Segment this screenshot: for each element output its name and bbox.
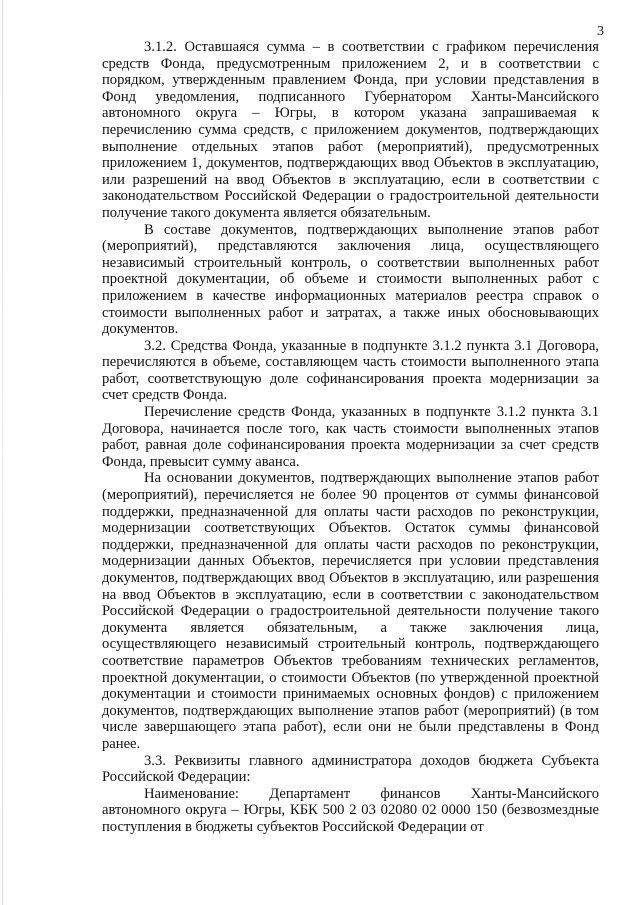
paragraph-3-2: 3.2. Средства Фонда, указанные в подпункте 3.1.2 пункта 3.1 Договора, перечисляются в объеме, составляющем часть стоимости выполненного этапа работ, соответствующую доле софинансирования проекта модернизации за счет средств Фонда. xyxy=(102,337,599,404)
paragraph-3-3: 3.3. Реквизиты главного администратора доходов бюджета Субъекта Российской Федерации: xyxy=(102,752,599,786)
scan-binding-edge xyxy=(2,0,3,905)
paragraph-90-percent: На основании документов, подтверждающих выполнение этапов работ (мероприятий), перечисляется не более 90 процентов от суммы финансовой поддержки, предназначенной для оплаты части расходов по реконструкции, модернизации соответствующих Объектов. Остаток суммы финансовой поддержки, предназначенной для оплаты части расходов по реконструкции, модернизации данных Объектов, перечисляется при условии представления документов, подтверждающих ввод Объектов в эксплуатацию, или разрешения на ввод Объектов в эксплуатацию, если в соответствии с законодательством Российской Федерации о градостроительной деятельности получение такого документа является обязательным, а также заключения лица, осуществляющего независимый строительный контроль, подтверждающего соответствие параметров Объектов требованиям технических регламентов, проектной документации, о стоимости Объектов (по утвержденной проектной документации и стоимости принимаемых основных фондов) с приложением документов, подтверждающих выполнение этапов работ (мероприятий) (в том числе завершающего этапа работ), если они не были представлены в Фонд ранее. xyxy=(102,470,599,752)
document-body xyxy=(102,39,599,836)
paragraph-name-requisites: Наименование: Департамент финансов Ханты-Мансийского автономного округа – Югры, КБК 500 2 03 02080 02 0000 150 (безвозмездные поступления в бюджеты субъектов Российской Федерации от xyxy=(102,785,599,835)
paragraph-3-1-2: 3.1.2. Оставшаяся сумма – в соответствии с графиком перечисления средств Фонда, предусмотренным приложением 2, и в соответствии с порядком, утвержденным правлением Фонда, при условии представления в Фонд уведомления, подписанного Губернатором Ханты-Мансийского автономного округа – Югры, в котором указана запрашиваемая к перечислению сумма средств, с приложением документов, подтверждающих выполнение отдельных этапов работ (мероприятий), предусмотренных приложением 1, документов, подтверждающих ввод Объектов в эксплуатацию, или разрешений на ввод Объектов в эксплуатацию, если в соответствии с законодательством Российской Федерации о градостроительной деятельности получение такого документа является обязательным. xyxy=(102,39,599,221)
page-number: 3 xyxy=(597,24,604,39)
paragraph-documents-composition: В составе документов, подтверждающих выполнение этапов работ (мероприятий), представляются заключения лица, осуществляющего независимый строительный контроль, о соответствии выполненных работ проектной документации, об объеме и стоимости выполненных работ с приложением в качестве информационных материалов реестра справок о стоимости выполненных работ и затратах, а также иных обосновывающих документов. xyxy=(102,221,599,338)
paragraph-transfer-start: Перечисление средств Фонда, указанных в подпункте 3.1.2 пункта 3.1 Договора, начинается после того, как часть стоимости выполненных этапов работ, равная доле софинансирования проекта модернизации за счет средств Фонда, превысит сумму аванса. xyxy=(102,404,599,470)
